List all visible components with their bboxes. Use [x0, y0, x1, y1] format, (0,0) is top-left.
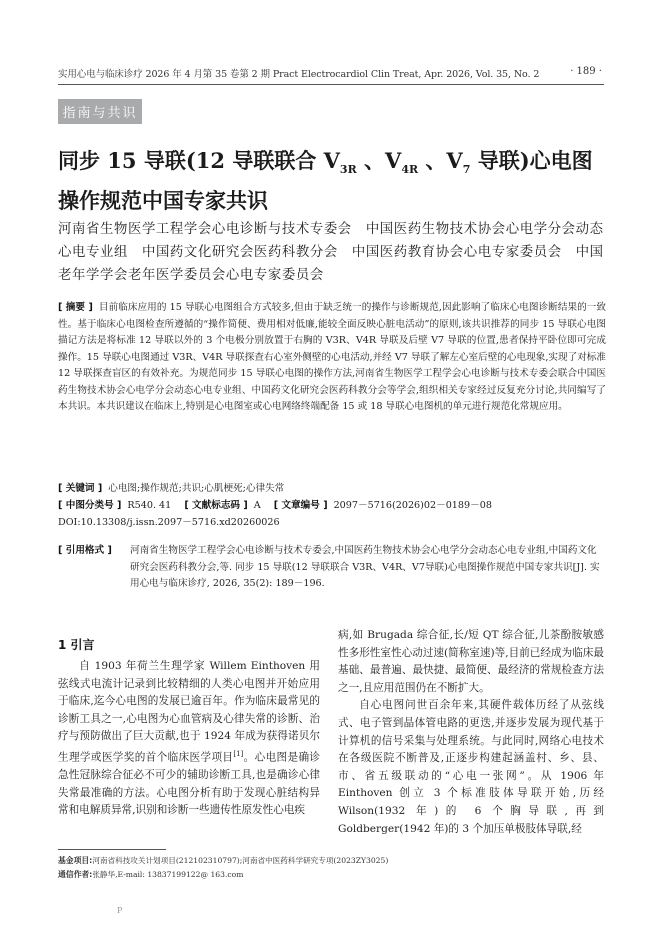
page-mark: P [117, 906, 123, 915]
body-paragraph: 自心电图问世百余年来,其硬件载体历经了从弦线式、电子管到晶体管电路的更迭,并逐步发展为现代基于计算机的信号采集与处理系统。与此同时,网络心电技术在各级医院不断普及,正逐步构建起涵盖村、乡、县、市、省五级联动的“心电一张网”。从 1906 年 Einthoven 创立 3 个标准肢体导联开始,历经 Wilson(1932 年)的 6 个胸导联,再到 Goldberger(1942 年)的 3 个加压单极肢体导联,经 [338, 699, 604, 835]
abstract-text: 目前临床应用的 15 导联心电图组合方式较多,但由于缺乏统一的操作与诊断规范,因此影响了临床心电图诊断结果的一致性。基于临床心电图检查所遵循的“操作简便、费用相对低廉,能较全面反映心脏电活动”的原则,该共识推荐的同步 15 导联心电图描记方法是将标准 12 导联以外的 3 个电极分别放置于右胸的 V3R、V4R 导联及后壁 V7 导联的位置,患者保持平卧位即可完成操作。15 导联心电图通过 V3R、V4R 导联探查右心室外侧壁的心电活动,并经 V7 导联了解左心室后壁的心电现象,实现了对标准 12 导联探查盲区的有效补充。为规范同步 15 导联心电图的操作方法,河南省生物医学工程学会心电诊断与技术专委会联合中国医药生物技术协会心电学分会动态心电专业组、中国药文化研究会医药科教分会等学会,组织相关专家经过反复充分讨论,共同编写了本共识。本共识建议在临床上,特别是心电图室或心电网络终端配备 15 或 18 导联心电图机的单元进行规范化常规应用。 [58, 302, 607, 412]
author-org: 中国药文化研究会医药科教分会 [141, 245, 338, 260]
doc-code-label: [ 文献标志码 ] [184, 500, 248, 511]
keywords-label: [ 关键词 ] [58, 483, 103, 494]
author-org: 中国医药生物技术协会心电学分会动态心电专业组 [58, 222, 604, 260]
title-subscript: 4R [401, 163, 419, 177]
page-number: · 189 · [570, 66, 602, 77]
author-org: 中国老年学学会老年医学委员会心电专家委员会 [58, 245, 604, 283]
title-text: 导联)心电图 [470, 148, 593, 173]
body-column-left [58, 658, 320, 820]
title-text: 、V [418, 148, 463, 173]
header-rule [58, 84, 604, 85]
abstract-label: [ 摘要 ] [58, 302, 93, 313]
classification-line [58, 498, 492, 514]
author-organizations [58, 218, 606, 287]
article-no-label: [ 文章编号 ] [273, 500, 328, 511]
guide-category-tag: 指南与共识 [58, 99, 142, 124]
clc-value: R540. 41 [127, 500, 172, 511]
title-subscript: 3R [339, 163, 357, 177]
citation-block [58, 543, 606, 593]
reference-marker[interactable]: [1] [233, 749, 244, 758]
author-org: 中国医药教育协会心电专家委员会 [351, 245, 562, 260]
keywords-line [58, 481, 284, 497]
funding-text: 河南省科技攻关计划项目(212102310797);河南省中医药科学研究专项(2023ZY3025) [92, 856, 389, 865]
citation-text: 河南省生物医学工程学会心电诊断与技术专委会,中国医药生物技术协会心电学分会动态心电专业组,中国药文化研究会医药科教分会,等. 同步 15 导联(12 导联联合 V3R、V4R、V7导联)心电图操作规范中国专家共识[J]. 实用心电与临床诊疗, 2026, 35(2): 189－196. [130, 545, 600, 589]
paragraph-text: 自 1903 年荷兰生理学家 Willem Einthoven 用弦线式电流计记录到比较精细的人类心电图并开始应用于临床,迄今心电图的发展已逾百年。作为临床最常见的诊断工具之一,心电图为心血管病及心律失常的诊断、治疗与预防做出了巨大贡献,也于 1924 年成为获得诺贝尔生理学或医学奖的首个临床医学项目 [58, 660, 320, 764]
title-text: 、V [356, 148, 402, 173]
correspondence-footnote [58, 869, 243, 881]
section-heading: 1 引言 [58, 638, 95, 652]
abstract [58, 300, 606, 416]
clc-label: [ 中图分类号 ] [58, 500, 122, 511]
article-title [58, 145, 618, 216]
doi-line[interactable]: DOI:10.13308/j.issn.2097－5716.xd20260026 [58, 517, 280, 528]
article-no-value: 2097－5716(2026)02－0189－08 [333, 500, 492, 511]
title-subscript: 7 [462, 163, 471, 177]
doc-code-value: A [253, 500, 261, 511]
citation-label: [ 引用格式 ] [58, 545, 112, 556]
body-paragraph [58, 658, 320, 820]
paragraph-text: 。心电图是确诊急性冠脉综合征必不可少的辅助诊断工具,也是确诊心律失常最准确的方法。心电图分析有助于发现心脏结构异常和电解质异常,识别和诊断一些遗传性原发性心电疾 [58, 751, 321, 817]
funding-label: 基金项目: [58, 856, 93, 865]
title-text: 同步 15 导联(12 导联联合 V [58, 148, 340, 173]
correspondence-label: 通信作者: [58, 870, 93, 879]
running-header: 实用心电与临床诊疗 2026 年 4 月第 35 卷第 2 期 Pract Electrocardiol Clin Treat, Apr. 2026, Vol. 35, No. 2 [58, 69, 540, 80]
funding-footnote [58, 855, 388, 867]
body-column-right [338, 627, 604, 838]
body-paragraph: 病,如 Brugada 综合征,长/短 QT 综合征,儿茶酚胺敏感性多形性室性心动过速(简称室速)等,目前已经成为临床最基础、最普遍、最快捷、最简便、最经济的常规检查方法之一,且应用范围仍在不断扩大。 [338, 629, 604, 694]
keywords-text: 心电图;操作规范;共识;心肌梗死;心律失常 [108, 483, 285, 494]
title-line-2: 操作规范中国专家共识 [58, 188, 268, 214]
author-org: 河南省生物医学工程学会心电诊断与技术专委会 [58, 222, 352, 237]
correspondence-text[interactable]: 张静华,E-mail: 13837199122@ 163.com [92, 870, 244, 879]
footnote-rule [58, 849, 166, 850]
